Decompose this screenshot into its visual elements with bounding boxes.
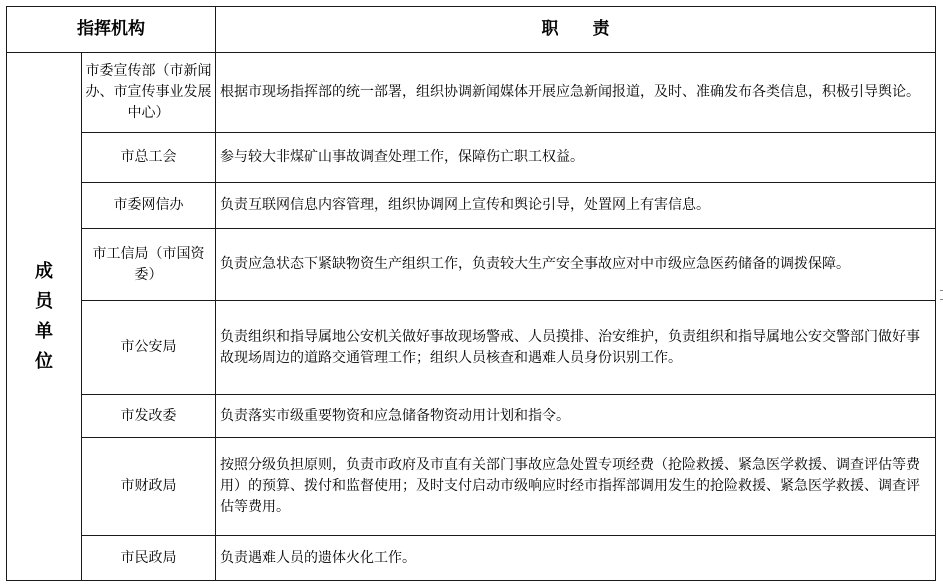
row-org-cell: 市工信局（市国资委） <box>92 245 205 283</box>
row-duty-cell: 负责互联网信息内容管理，组织协调网上宣传和舆论引导，处置网上有害信息。 <box>220 197 710 213</box>
row-org-cell: 市民政局 <box>120 549 177 566</box>
row-duty-cell: 负责遇难人员的遗体火化工作。 <box>220 549 416 566</box>
row-duty-cell: 根据市现场指挥部的统一部署，组织协调新闻媒体开展应急新闻报道，及时、准确发布各类信息，积极引导舆论。 <box>220 84 920 100</box>
row-org-cell: 市委网信办 <box>113 197 184 213</box>
header-duty: 职 责 <box>541 19 610 39</box>
row-duty-cell: 负责应急状态下紧缺物资生产组织工作，负责较大生产安全事故应对中市级应急医药储备的调拨保障。 <box>220 256 850 272</box>
row-org-cell: 市委宣传部（市新闻办、市宣传事业发展中心） <box>85 63 212 121</box>
row-duty-cell: 负责落实市级重要物资和应急储备物资动用计划和指令。 <box>220 407 570 424</box>
row-org-cell: 市公安局 <box>120 339 177 355</box>
row-duty-cell: 按照分级负担原则，负责市政府及市直有关部门事故应急处置专项经费（抢险救援、紧急医学救援、调查评估等费用）的预算、拨付和监督使用；及时支付启动市级响应时经市指挥部调用发生的抢险救援、紧急医学救援、调查评估等费用。 <box>220 457 920 515</box>
group-label-member-units <box>7 53 81 580</box>
row-duty-cell: 参与较大非煤矿山事故调查处理工作，保障伤亡职工权益。 <box>220 149 584 165</box>
row-org-cell: 市总工会 <box>120 149 177 165</box>
row-org-cell: 市财政局 <box>120 478 177 494</box>
header-org: 指挥机构 <box>77 19 145 39</box>
row-org-cell: 市发改委 <box>120 407 177 424</box>
group-label-text: 成员单位 <box>35 260 53 372</box>
row-duty-cell: 负责组织和指导属地公安机关做好事故现场警戒、人员摸排、治安维护，负责组织和指导属地公安交警部门做好事故现场周边的道路交通管理工作；组织人员核查和遇难人员身份识别工作。 <box>220 328 920 366</box>
